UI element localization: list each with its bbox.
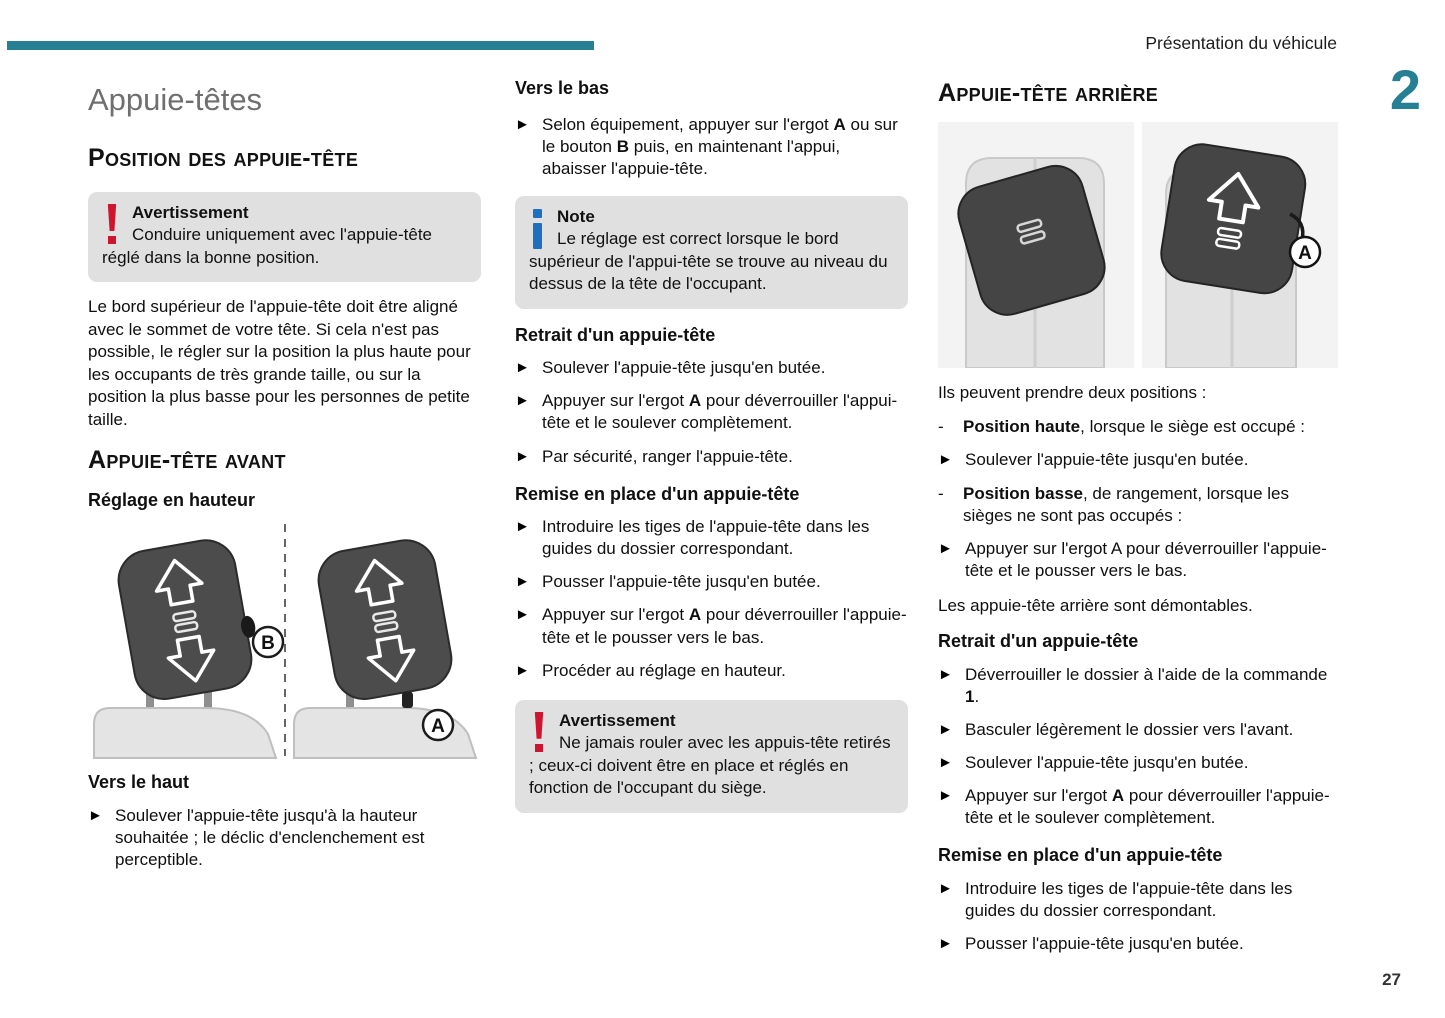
intro-paragraph: Le bord supérieur de l'appuie-tête doit être aligné avec le sommet de votre tête. Si cela n'est pas possible, le régler sur la position la plus haute pour les occupants de très grande taille, ou sur la position la plus basse pour les personnes de petite taille.	[88, 297, 471, 429]
arrow-bullet-icon: ►	[515, 606, 530, 624]
info-icon	[531, 208, 544, 250]
position-low-item: - Position basse, de rangement, lorsque les sièges ne sont pas occupés :	[938, 484, 1289, 526]
arrow-bullet-icon: ►	[88, 806, 103, 824]
warning-icon	[104, 204, 120, 246]
page-title: Appuie-têtes	[88, 82, 263, 117]
warning-title: Avertissement	[132, 203, 249, 223]
list-item: ► Pousser l'appuie-tête jusqu'en butée.	[938, 933, 1244, 953]
list-item: ► Appuyer sur l'ergot A pour déverrouiller l'appuie-tête et le pousser vers le bas.	[515, 605, 907, 647]
heading-rear-headrests: Appuie-tête arrière	[938, 79, 1159, 107]
list-item: ► Soulever l'appuie-tête jusqu'en butée.	[938, 752, 1249, 772]
arrow-bullet-icon: ►	[515, 392, 530, 410]
arrow-bullet-icon: ►	[938, 879, 953, 897]
column-middle	[515, 0, 908, 813]
warning-title: Avertissement	[559, 710, 676, 730]
note-body: Le réglage est correct lorsque le bord supérieur de l'appui-tête se trouve au niveau du dessus de la tête de l'occupant.	[529, 229, 888, 294]
arrow-bullet-icon: ►	[938, 540, 953, 558]
chapter-number: 2	[1389, 58, 1421, 121]
dash-bullet: -	[938, 484, 944, 504]
section-breadcrumb: Présentation du véhicule	[1145, 33, 1337, 53]
subheading-downwards: Vers le bas	[515, 78, 610, 98]
heading-position: Position des appuie-tête	[88, 143, 359, 172]
heading-front-headrests: Appuie-tête avant	[88, 445, 286, 474]
page-number: 27	[1382, 970, 1401, 989]
subheading-removal: Retrait d'un appuie-tête	[515, 324, 716, 345]
list-item: ► Appuyer sur l'ergot A pour déverrouiller l'appui-tête et le soulever complètement.	[515, 391, 898, 433]
demountable-note: Les appuie-tête arrière sont démontables.	[938, 595, 1253, 615]
list-item: ► Déverrouiller le dossier à l'aide de la commande 1.	[938, 664, 1328, 706]
list-item: ► Appuyer sur l'ergot A pour déverrouiller l'appuie-tête et le soulever complètement.	[938, 785, 1330, 827]
list-item: ► Selon équipement, appuyer sur l'ergot A ou sur le bouton B puis, en maintenant l'appui, abaisser l'appuie-tête.	[515, 114, 898, 178]
rear-headrest-high-position	[1142, 122, 1338, 368]
subheading-height-adjustment: Réglage en hauteur	[88, 490, 256, 511]
headrest-left-group	[94, 534, 283, 758]
warning-icon	[531, 712, 547, 754]
list-item: ► Procéder au réglage en hauteur.	[515, 660, 786, 680]
rear-headrest-illustration	[938, 122, 1338, 368]
list-item: ► Introduire les tiges de l'appuie-tête dans les guides du dossier correspondant.	[938, 878, 1293, 920]
subheading-removal: Retrait d'un appuie-tête	[938, 630, 1139, 651]
front-headrest-figure	[88, 520, 481, 760]
warning-box	[515, 700, 908, 813]
list-item: ► Soulever l'appuie-tête jusqu'à la hauteur souhaitée ; le déclic d'enclenchement est perceptible.	[88, 805, 425, 869]
warning-body: Conduire uniquement avec l'appuie-tête réglé dans la bonne position.	[102, 225, 432, 267]
column-right	[938, 0, 1338, 955]
arrow-bullet-icon: ►	[938, 753, 953, 771]
warning-body: Ne jamais rouler avec les appuis-tête retirés ; ceux-ci doivent être en place et réglés en fonction de l'occupant du siège.	[529, 733, 891, 798]
positions-intro: Ils peuvent prendre deux positions :	[938, 382, 1207, 402]
arrow-bullet-icon: ►	[938, 665, 953, 683]
arrow-bullet-icon: ►	[515, 573, 530, 591]
list-item: ► Basculer légèrement le dossier vers l'avant.	[938, 719, 1294, 739]
list-item: ► Soulever l'appuie-tête jusqu'en butée.	[938, 450, 1249, 470]
figure-label-a: A	[1298, 242, 1312, 264]
list-item: ► Pousser l'appuie-tête jusqu'en butée.	[515, 572, 821, 592]
figure-label-a: A	[431, 716, 445, 738]
position-high-item: - Position haute, lorsque le siège est occupé :	[938, 416, 1338, 438]
list-item: ► Soulever l'appuie-tête jusqu'en butée.	[515, 358, 826, 378]
column-left	[88, 0, 481, 871]
note-title: Note	[557, 206, 595, 226]
subheading-refitting: Remise en place d'un appuie-tête	[515, 483, 800, 504]
figure-label-b: B	[261, 633, 275, 655]
list-item: ► Appuyer sur l'ergot A pour déverrouiller l'appuie-tête et le pousser vers le bas.	[938, 539, 1327, 581]
arrow-bullet-icon: ►	[938, 786, 953, 804]
rear-headrest-figure	[938, 122, 1338, 368]
subheading-upwards: Vers le haut	[88, 772, 190, 793]
dash-bullet: -	[938, 416, 944, 436]
list-item: ► Par sécurité, ranger l'appuie-tête.	[515, 446, 793, 466]
arrow-bullet-icon: ►	[515, 661, 530, 679]
note-box	[515, 196, 908, 309]
arrow-bullet-icon: ►	[515, 447, 530, 465]
warning-box	[88, 192, 481, 282]
arrow-bullet-icon: ►	[515, 359, 530, 377]
arrow-bullet-icon: ►	[515, 518, 530, 536]
headrest-right-group	[294, 536, 476, 758]
rear-headrest-low-position	[938, 122, 1134, 368]
arrow-bullet-icon: ►	[938, 934, 953, 952]
arrow-bullet-icon: ►	[938, 451, 953, 469]
subheading-refitting: Remise en place d'un appuie-tête	[938, 845, 1223, 866]
front-headrest-illustration	[88, 520, 481, 760]
list-item: ► Introduire les tiges de l'appuie-tête dans les guides du dossier correspondant.	[515, 517, 870, 559]
arrow-bullet-icon: ►	[515, 115, 530, 133]
arrow-bullet-icon: ►	[938, 720, 953, 738]
